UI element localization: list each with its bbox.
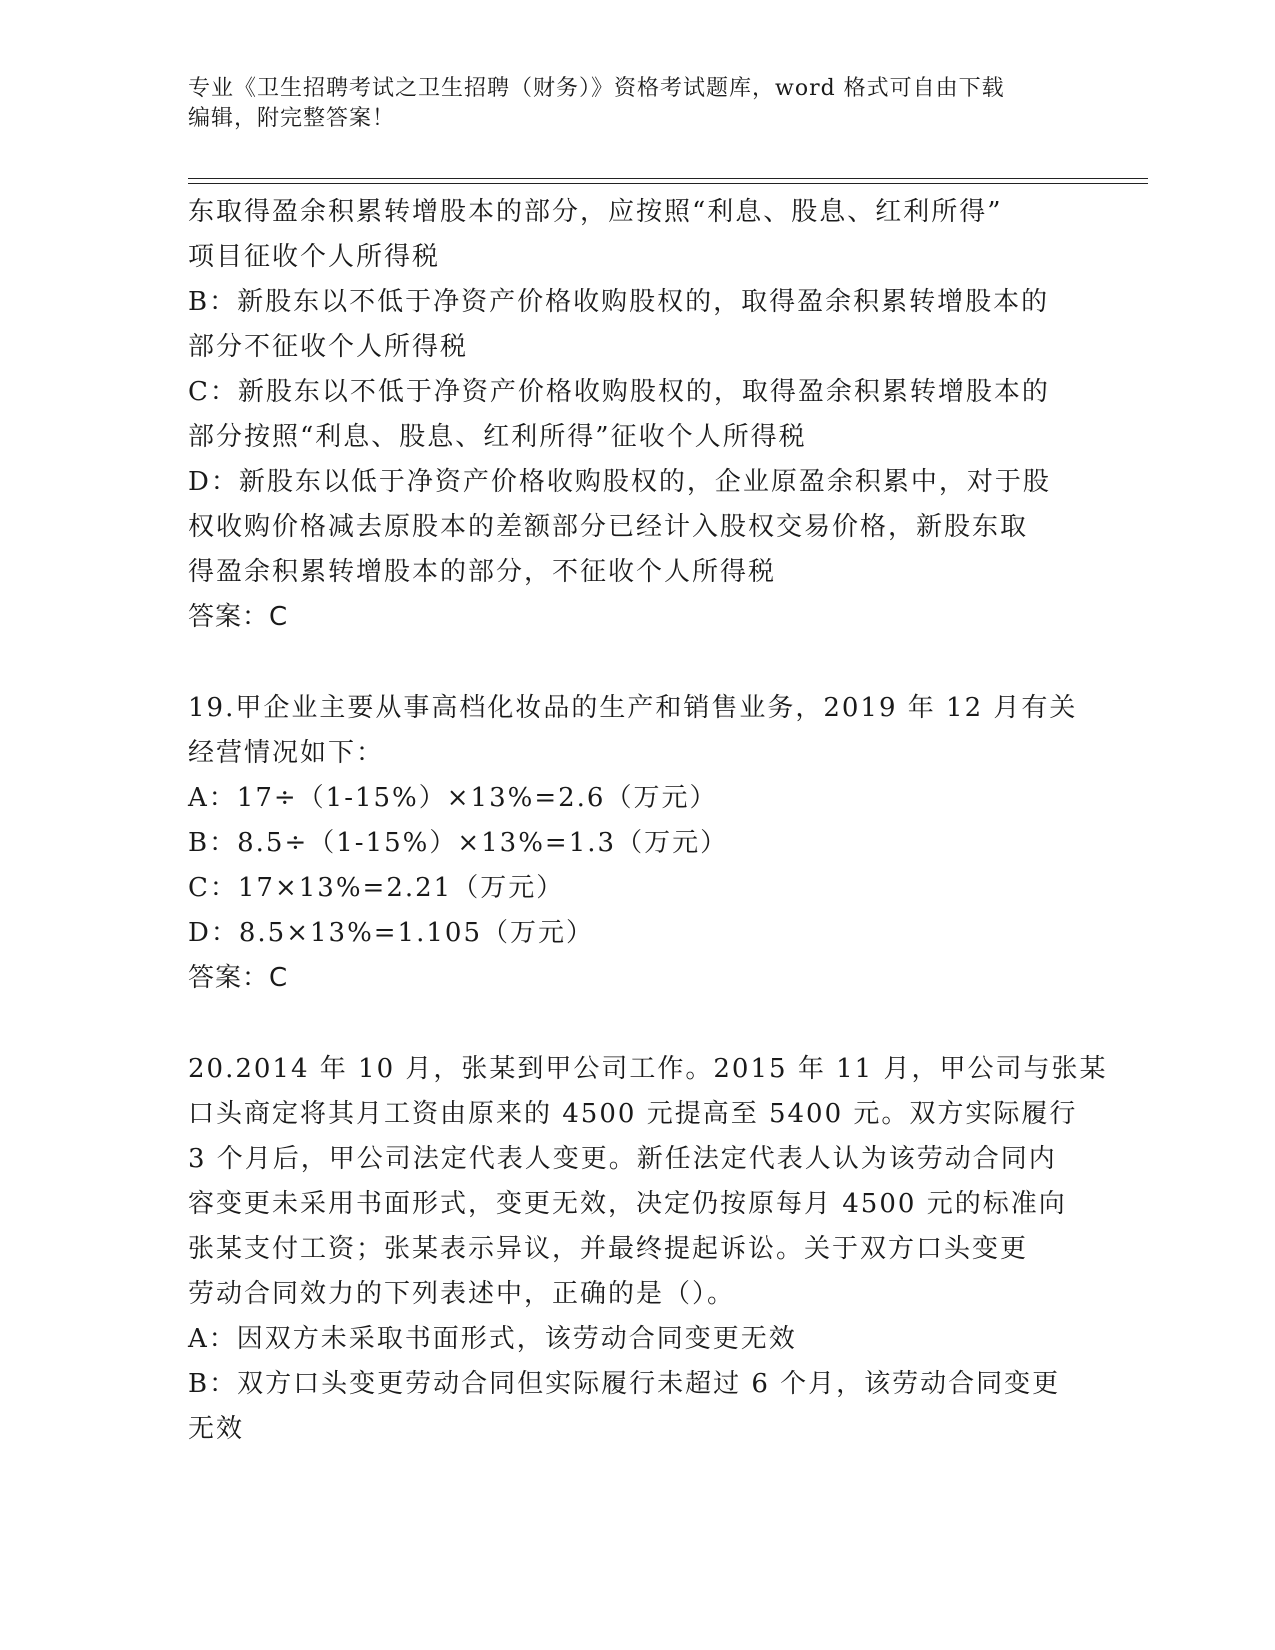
header-line-1: 专业《卫生招聘考试之卫生招聘（财务）》资格考试题库，word 格式可自由下载 — [188, 76, 1005, 101]
spacer — [188, 640, 1088, 686]
spacer — [188, 1001, 1088, 1047]
q18-option-d-line-2: 权收购价格减去原股本的差额部分已经计入股权交易价格，新股东取 — [188, 512, 1029, 542]
question-19 — [188, 686, 1088, 1001]
header-line-2: 编辑，附完整答案！ — [188, 106, 396, 131]
q20-stem-line-4: 容变更未采用书面形式，变更无效，决定仍按原每月 4500 元的标准向 — [188, 1189, 1067, 1219]
header-divider-bottom — [188, 183, 1148, 184]
q20-option-b-line-2: 无效 — [188, 1414, 245, 1444]
q18-answer: 答案：C — [188, 602, 289, 632]
q18-option-c-line-2: 部分按照“利息、股息、红利所得”征收个人所得税 — [188, 422, 807, 452]
q20-option-b-line-1: B：双方口头变更劳动合同但实际履行未超过 6 个月，该劳动合同变更 — [188, 1369, 1061, 1399]
q20-option-a: A：因双方未采取书面形式，该劳动合同变更无效 — [188, 1324, 797, 1354]
q19-option-c: C：17×13%=2.21（万元） — [188, 873, 565, 903]
q19-option-a: A：17÷（1-15%）×13%=2.6（万元） — [188, 783, 718, 813]
document-body — [188, 190, 1108, 1452]
q20-stem-line-3: 3 个月后，甲公司法定代表人变更。新任法定代表人认为该劳动合同内 — [188, 1144, 1057, 1174]
q18-option-d-line-1: D：新股东以低于净资产价格收购股权的，企业原盈余积累中，对于股 — [188, 467, 1051, 497]
document-header — [188, 74, 1088, 134]
q18-option-d-line-3: 得盈余积累转增股本的部分，不征收个人所得税 — [188, 557, 777, 587]
q20-stem-line-2: 口头商定将其月工资由原来的 4500 元提高至 5400 元。双方实际履行 — [188, 1099, 1078, 1129]
q19-option-b: B：8.5÷（1-15%）×13%=1.3（万元） — [188, 828, 729, 858]
q20-stem-line-1: 20.2014 年 10 月，张某到甲公司工作。2015 年 11 月，甲公司与张某 — [188, 1054, 1108, 1084]
question-20 — [188, 1047, 1108, 1452]
q18-option-b-line-2: 部分不征收个人所得税 — [188, 332, 469, 362]
question-18-continued — [188, 190, 1088, 640]
q18-option-c-line-1: C：新股东以不低于净资产价格收购股权的，取得盈余积累转增股本的 — [188, 377, 1050, 407]
q20-stem-line-5: 张某支付工资；张某表示异议，并最终提起诉讼。关于双方口头变更 — [188, 1234, 1029, 1264]
q18-option-a-line-1: 东取得盈余积累转增股本的部分，应按照“利息、股息、红利所得” — [188, 197, 1003, 227]
q19-stem-line-2: 经营情况如下： — [188, 738, 385, 768]
q19-option-d: D：8.5×13%=1.105（万元） — [188, 918, 594, 948]
q18-option-a-line-2: 项目征收个人所得税 — [188, 242, 441, 272]
q18-option-b-line-1: B：新股东以不低于净资产价格收购股权的，取得盈余积累转增股本的 — [188, 287, 1050, 317]
q19-answer: 答案：C — [188, 963, 289, 993]
q20-stem-line-6: 劳动合同效力的下列表述中，正确的是（）。 — [188, 1279, 736, 1309]
header-divider-top — [188, 178, 1148, 179]
q19-stem-line-1: 19.甲企业主要从事高档化妆品的生产和销售业务，2019 年 12 月有关 — [188, 693, 1078, 723]
